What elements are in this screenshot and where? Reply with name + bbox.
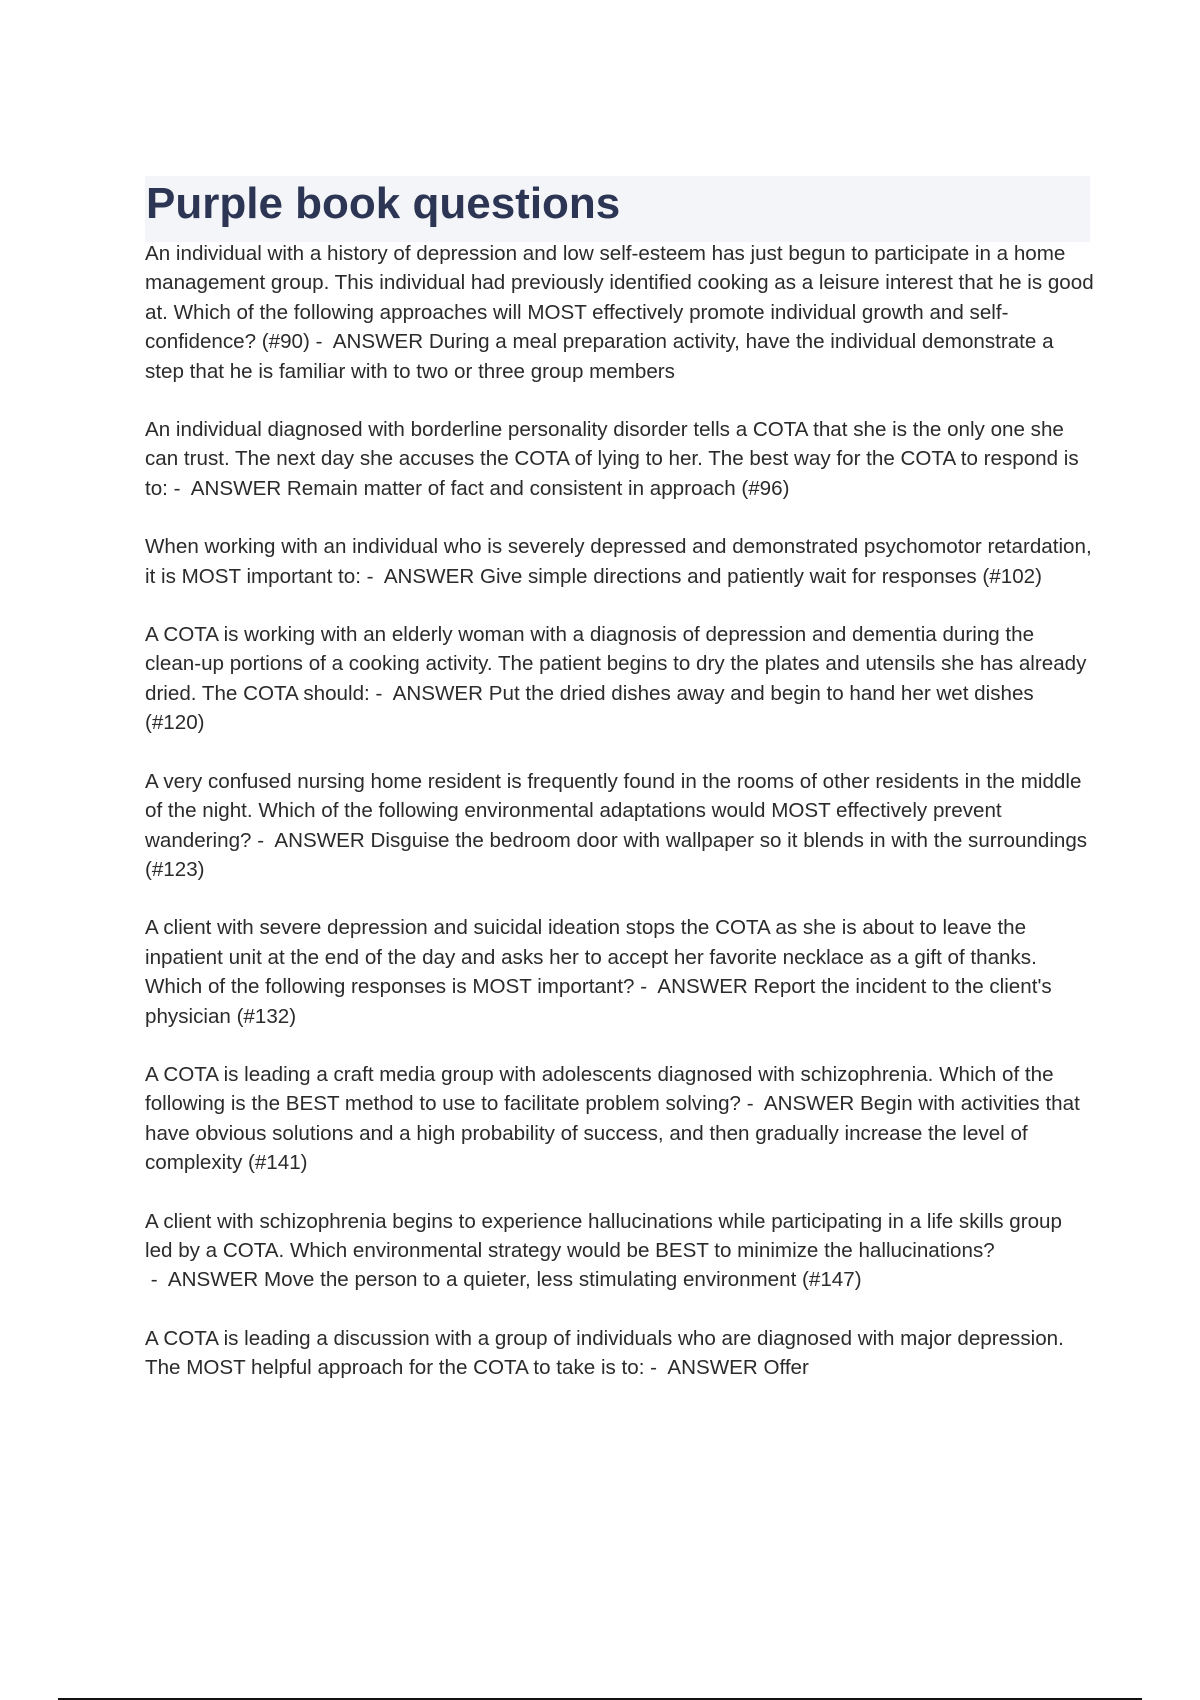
qa-item [145, 1060, 1095, 1178]
answer-label: ANSWER [383, 564, 475, 588]
qa-item [145, 620, 1095, 738]
answer-text: Give simple directions and patiently wait for responses (#102) [479, 564, 1042, 588]
question-text: A client with schizophrenia begins to experience hallucinations while participating in a life skills group led by a COTA. Which environmental strategy would be BEST to minimize the hallucinations? [145, 1209, 1062, 1262]
answer-text: During a meal preparation activity, have the individual demonstrate a step that he is familiar with to two or three group members [145, 330, 1054, 383]
separator: - [251, 828, 275, 852]
qa-item [145, 415, 1095, 503]
question-text: A very confused nursing home resident is frequently found in the rooms of other residents in the middle of the night. Which of the following environmental adaptations would MOST effectively prevent wandering? [145, 769, 1082, 852]
answer-label: ANSWER [274, 828, 365, 852]
page-title: Purple book questions [146, 179, 621, 228]
answer-text: Offer [763, 1356, 809, 1380]
question-text: When working with an individual who is severely depressed and demonstrated psychomotor retardation, it is MOST important to: [145, 535, 1092, 588]
question-text: A COTA is working with an elderly woman with a diagnosis of depression and dementia during the clean-up portions of a cooking activity. The patient begins to dry the plates and utensils she has already dried. The COTA should: [145, 623, 1087, 705]
qa-item [145, 1324, 1095, 1383]
answer-label: ANSWER [657, 975, 748, 999]
qa-item [145, 767, 1095, 885]
question-text: A COTA is leading a discussion with a group of individuals who are diagnosed with major depression. The MOST helpful approach for the COTA to take is to: [145, 1326, 1064, 1380]
question-text: An individual with a history of depression and low self-esteem has just begun to participate in a home management group. This individual had previously identified cooking as a leisure interest that he is good at. Which of the following approaches will MOST effectively promote individual growth and self-confidence? (#90) [145, 242, 1094, 354]
qa-item [145, 239, 1095, 386]
question-text: A COTA is leading a craft media group with adolescents diagnosed with schizophrenia. Which of the following is the BEST method to use to facilitate problem solving? [145, 1062, 1054, 1116]
question-text: A client with severe depression and suicidal ideation stops the COTA as she is about to leave the inpatient unit at the end of the day and asks her to accept her favorite necklace as a gift of thanks. Which of the following responses is MOST important? [145, 916, 1037, 999]
answer-text: Disguise the bedroom door with wallpaper so it blends in with the surroundings (#123) [145, 828, 1088, 881]
separator: - [167, 476, 191, 500]
answer-label: ANSWER [190, 476, 282, 500]
separator: - [309, 330, 333, 354]
separator: - [741, 1092, 764, 1116]
qa-item [145, 913, 1095, 1031]
answer-text: Put the dried dishes away and begin to hand her wet dishes (#120) [145, 681, 1034, 735]
answer-text: Move the person to a quieter, less stimulating environment (#147) [264, 1268, 862, 1292]
answer-label: ANSWER [763, 1092, 855, 1116]
answer-label: ANSWER [167, 1268, 259, 1292]
separator: - [145, 1268, 168, 1292]
qa-item [145, 532, 1095, 591]
answer-text: Report the incident to the client's physician (#132) [145, 975, 1052, 1028]
separator: - [369, 681, 393, 705]
separator: - [644, 1356, 668, 1380]
qa-item [145, 1207, 1095, 1295]
answer-text: Begin with activities that have obvious solutions and a high probability of success, and then gradually increase the level of complexity (#141) [145, 1092, 1080, 1175]
answer-label: ANSWER [667, 1356, 758, 1380]
question-list [145, 239, 1095, 1412]
separator: - [634, 975, 658, 999]
answer-text: Remain matter of fact and consistent in approach (#96) [286, 476, 790, 500]
question-text: An individual diagnosed with borderline personality disorder tells a COTA that she is the only one she can trust. The next day she accuses the COTA of lying to her. The best way for the COTA to respond is to: [145, 418, 1079, 500]
answer-label: ANSWER [392, 681, 484, 705]
separator: - [360, 564, 384, 588]
answer-label: ANSWER [332, 330, 424, 354]
